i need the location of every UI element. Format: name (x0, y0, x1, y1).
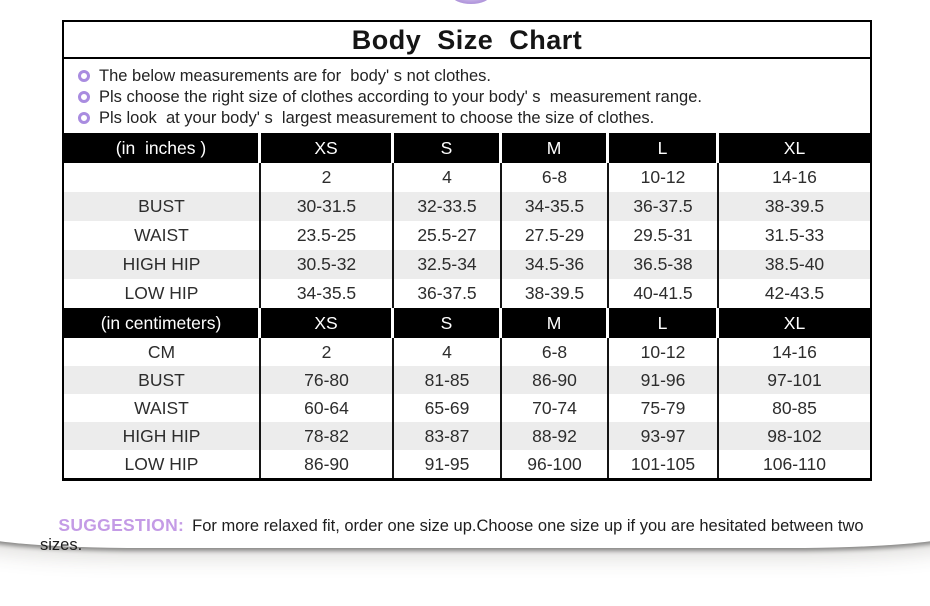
size-column-header: L (609, 308, 719, 338)
row-label-cell: WAIST (64, 394, 261, 422)
row-label-cell: WAIST (64, 221, 261, 250)
purple-ring-bullet-icon (78, 112, 90, 124)
value-cell: 80-85 (772, 398, 817, 418)
value-cell: 75-79 (609, 394, 719, 422)
row-label-cell: CM (64, 338, 261, 366)
value-cell: 60-64 (261, 394, 394, 422)
unit-label-cell: (in centimeters) (64, 308, 261, 338)
table-row (64, 394, 870, 422)
value-cell: 36-37.5 (394, 279, 502, 308)
value-cell: 29.5-31 (609, 221, 719, 250)
value-cell: 34-35.5 (261, 279, 394, 308)
value-cell: 86-90 (261, 450, 394, 478)
value-cell: 76-80 (261, 366, 394, 394)
table-header-row (64, 308, 870, 338)
value-cell: 6-8 (502, 163, 609, 192)
value-cell: 27.5-29 (502, 221, 609, 250)
value-cell: 32.5-34 (394, 250, 502, 279)
row-label-cell (64, 163, 261, 192)
value-cell: 2 (261, 163, 394, 192)
size-column-header: XL (719, 133, 870, 163)
table-row (64, 250, 870, 279)
table-header-row (64, 133, 870, 163)
table-row (64, 221, 870, 250)
value-cell: 42-43.5 (764, 283, 825, 303)
note-item (72, 108, 862, 128)
note-item (72, 87, 862, 107)
value-cell: 101-105 (609, 450, 719, 478)
row-label-cell: HIGH HIP (64, 422, 261, 450)
value-cell: 96-100 (502, 450, 609, 478)
value-cell: 88-92 (502, 422, 609, 450)
value-cell: 38-39.5 (764, 196, 825, 216)
row-label-cell: BUST (64, 192, 261, 221)
value-cell: 10-12 (609, 338, 719, 366)
table-row (64, 422, 870, 450)
value-cell: 6-8 (502, 338, 609, 366)
value-cell: 40-41.5 (609, 279, 719, 308)
value-cell: 70-74 (502, 394, 609, 422)
value-cell: 86-90 (502, 366, 609, 394)
purple-ring-bullet-icon (78, 70, 90, 82)
suggestion-text: For more relaxed fit, order one size up.Choose one size up if you are hesitated between two sizes. (40, 517, 869, 554)
value-cell: 36.5-38 (609, 250, 719, 279)
size-column-header: S (394, 308, 502, 338)
value-cell: 106-110 (763, 454, 826, 474)
value-cell: 14-16 (772, 167, 817, 187)
size-column-header: M (502, 308, 609, 338)
size-column-header: M (502, 133, 609, 163)
value-cell: 38.5-40 (764, 254, 825, 274)
note-text: Pls choose the right size of clothes according to your body' s measurement range. (99, 87, 702, 106)
notes-list (64, 59, 870, 136)
value-cell: 25.5-27 (394, 221, 502, 250)
unit-label-cell: (in inches ) (64, 133, 261, 163)
purple-ring-bullet-icon (78, 91, 90, 103)
size-tables (62, 133, 872, 481)
value-cell: 97-101 (767, 370, 822, 390)
value-cell: 38-39.5 (502, 279, 609, 308)
note-text: The below measurements are for body' s not clothes. (99, 66, 492, 85)
value-cell: 81-85 (394, 366, 502, 394)
value-cell: 78-82 (261, 422, 394, 450)
value-cell: 91-95 (394, 450, 502, 478)
size-column-header: XS (261, 308, 394, 338)
table-row (64, 163, 870, 192)
value-cell: 30.5-32 (261, 250, 394, 279)
value-cell: 98-102 (767, 426, 822, 446)
size-column-header: S (394, 133, 502, 163)
value-cell: 4 (394, 163, 502, 192)
value-cell: 83-87 (394, 422, 502, 450)
size-column-header: XL (719, 308, 870, 338)
table-row (64, 338, 870, 366)
value-cell: 10-12 (609, 163, 719, 192)
inches-size-table (64, 133, 870, 308)
row-label-cell: HIGH HIP (64, 250, 261, 279)
chart-title: Body Size Chart (64, 22, 870, 59)
value-cell: 91-96 (609, 366, 719, 394)
suggestion-line (40, 496, 910, 574)
row-label-cell: LOW HIP (64, 279, 261, 308)
value-cell: 93-97 (609, 422, 719, 450)
table-row (64, 279, 870, 308)
value-cell: 14-16 (772, 342, 817, 362)
value-cell: 34-35.5 (502, 192, 609, 221)
table-row (64, 450, 870, 478)
row-label-cell: BUST (64, 366, 261, 394)
value-cell: 4 (394, 338, 502, 366)
value-cell: 30-31.5 (261, 192, 394, 221)
size-column-header: XS (261, 133, 394, 163)
value-cell: 23.5-25 (261, 221, 394, 250)
value-cell: 31.5-33 (764, 225, 825, 245)
value-cell: 32-33.5 (394, 192, 502, 221)
row-label-cell: LOW HIP (64, 450, 261, 478)
value-cell: 65-69 (394, 394, 502, 422)
note-item (72, 66, 862, 86)
suggestion-label: SUGGESTION: (58, 515, 185, 535)
value-cell: 36-37.5 (609, 192, 719, 221)
size-column-header: L (609, 133, 719, 163)
value-cell: 34.5-36 (502, 250, 609, 279)
size-chart-info-box (62, 20, 872, 138)
table-row (64, 192, 870, 221)
table-row (64, 366, 870, 394)
centimeters-size-table (64, 308, 870, 478)
value-cell: 2 (261, 338, 394, 366)
note-text: Pls look at your body' s largest measurement to choose the size of clothes. (99, 108, 655, 127)
